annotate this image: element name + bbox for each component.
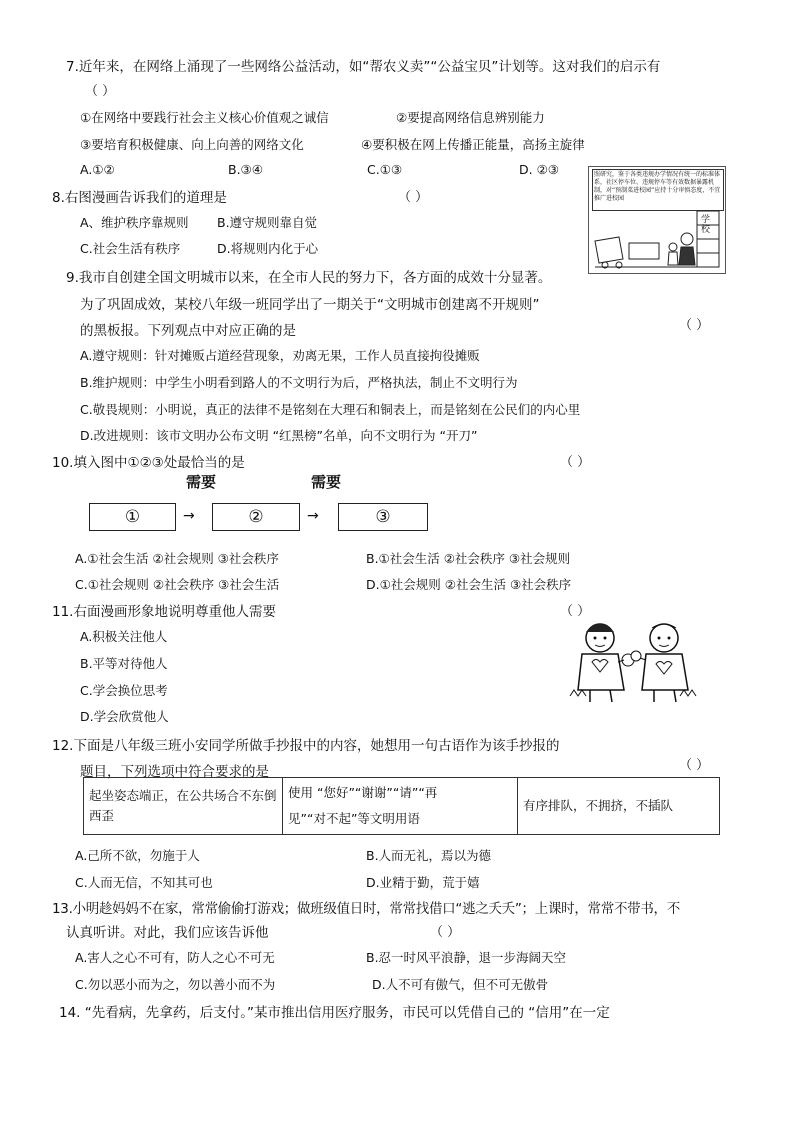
q12-option-a: A.己所不欲，勿施于人	[75, 848, 200, 863]
q10-answer-paren: （ ）	[560, 455, 591, 470]
q11-option-b: B.平等对待他人	[80, 656, 168, 671]
q10-option-c: C.①社会规则 ②社会秩序 ③社会生活	[75, 577, 280, 592]
q9-answer-paren: （ ）	[679, 318, 710, 333]
table-cell-polite-words	[283, 778, 518, 835]
table-cell-posture: 起坐姿态端正，在公共场合不东倒西歪	[84, 778, 283, 835]
diagram-box-3: ③	[338, 503, 428, 531]
q12-option-d: D.业精于勤，荒于嬉	[366, 875, 480, 890]
q11-cartoon	[560, 616, 706, 706]
table-cell-polite-words-line-1: 使用 “您好”“谢谢”“请”“再	[288, 785, 438, 800]
q7-option-c: C.①③	[367, 162, 403, 177]
q7-statement-3: ③要培育积极健康、向上向善的网络文化	[80, 137, 304, 152]
q11-answer-paren: （ ）	[560, 604, 591, 619]
cartoon-caption-box: 照研究，鉴于各类违规办学情况有统一的标准体系，社区停车位、违规停车等有效数据暴露机制，对“预制菜进校园”应持十分审慎态度，不宜推广进校园	[592, 169, 724, 211]
diagram-label-need-2: 需要	[311, 473, 342, 491]
q9-option-d: D.改进规则：该市文明办公布文明 “红黑榜”名单，向不文明行为 “开刀”	[80, 428, 478, 443]
q7-statement-1: ①在网络中要践行社会主义核心价值观之诚信	[80, 110, 329, 125]
q7-option-b: B.③④	[228, 162, 263, 177]
q7-option-d: D. ②③	[519, 162, 559, 177]
q13-option-c: C.勿以恶小而为之，勿以善小而不为	[75, 977, 276, 992]
q8-cartoon	[588, 166, 726, 274]
q13-stem-line-1: 13.小明趁妈妈不在家，常常偷偷打游戏；做班级值日时，常常找借口“逃之夭夭”；上课时，常常不带书，不	[52, 901, 680, 917]
q7-statement-4: ④要积极在网上传播正能量，高扬主旋律	[361, 137, 585, 152]
q7-answer-paren: （ ）	[85, 84, 116, 99]
q12-option-b: B.人而无礼，焉以为德	[366, 848, 492, 863]
q13-stem-line-2: 认真听讲。对此，我们应该告诉他	[66, 925, 269, 941]
q8-stem: 8.右图漫画告诉我们的道理是	[52, 190, 227, 206]
q10-option-b: B.①社会生活 ②社会秩序 ③社会规则	[366, 551, 571, 566]
diagram-box-2: ②	[212, 503, 300, 531]
q9-stem-line-2: 为了巩固成效，某校八年级一班同学出了一期关于“文明城市创建离不开规则”	[80, 297, 540, 313]
q10-option-d: D.①社会规则 ②社会生活 ③社会秩序	[366, 577, 572, 592]
diagram-arrow-1: →	[183, 508, 195, 524]
q11-option-d: D.学会欣赏他人	[80, 709, 169, 724]
q9-stem-line-1: 9.我市自创建全国文明城市以来，在全市人民的努力下，各方面的成效十分显著。	[66, 270, 552, 286]
q9-option-b: B.维护规则：中学生小明看到路人的不文明行为后，严格执法，制止不文明行为	[80, 375, 518, 390]
q7-statement-2: ②要提高网络信息辨别能力	[396, 110, 545, 125]
q10-option-a: A.①社会生活 ②社会规则 ③社会秩序	[75, 551, 279, 566]
q7-stem: 7.近年来，在网络上涌现了一些网络公益活动，如“帮农义卖”“公益宝贝”计划等。这对我们的启示有	[66, 59, 661, 75]
table-cell-polite-words-line-2: 见”“对不起”等文明用语	[288, 811, 420, 826]
q13-option-b: B.忍一时风平浪静，退一步海阔天空	[366, 950, 567, 965]
q8-answer-paren: （ ）	[398, 190, 429, 205]
q13-option-a: A.害人之心不可有，防人之心不可无	[75, 950, 275, 965]
diagram-label-need-1: 需要	[186, 473, 217, 491]
q12-answer-paren: （ ）	[679, 758, 710, 773]
q11-option-c: C.学会换位思考	[80, 683, 168, 698]
q8-option-b: B.遵守规则靠自觉	[217, 215, 318, 230]
q9-option-a: A.遵守规则：针对摊贩占道经营现象，劝离无果，工作人员直接拘役摊贩	[80, 348, 480, 363]
q7-option-a: A.①②	[80, 162, 115, 177]
q11-stem: 11.右面漫画形象地说明尊重他人需要	[52, 604, 276, 620]
q13-answer-paren: （ ）	[430, 925, 461, 940]
cartoon-school-sign: 学校	[701, 215, 711, 235]
q8-option-a: A、维护秩序靠规则	[80, 215, 189, 230]
q11-option-a: A.积极关注他人	[80, 629, 168, 644]
q12-stem-line-1: 12.下面是八年级三班小安同学所做手抄报中的内容，她想用一句古语作为该手抄报的	[52, 738, 560, 754]
q8-option-d: D.将规则内化于心	[217, 241, 319, 256]
q10-stem: 10.填入图中①②③处最恰当的是	[52, 455, 245, 471]
q13-option-d: D.人不可有傲气，但不可无傲骨	[372, 977, 549, 992]
diagram-arrow-2: →	[307, 508, 319, 524]
q12-content-table	[83, 777, 720, 835]
q9-stem-line-3: 的黑板报。下列观点中对应正确的是	[80, 323, 296, 339]
q8-option-c: C.社会生活有秩序	[80, 241, 181, 256]
q12-stem-line-2: 题目，下列选项中符合要求的是	[80, 764, 269, 780]
table-cell-queue: 有序排队，不拥挤，不插队	[518, 778, 720, 835]
q14-stem: 14. “先看病，先拿药，后支付。”某市推出信用医疗服务，市民可以凭借自己的 “信用”在一定	[59, 1005, 610, 1021]
q12-option-c: C.人而无信，不知其可也	[75, 875, 213, 890]
diagram-box-1: ①	[89, 503, 176, 531]
q9-option-c: C.敬畏规则：小明说，真正的法律不是铭刻在大理石和铜表上，而是铭刻在公民们的内心里	[80, 402, 581, 417]
